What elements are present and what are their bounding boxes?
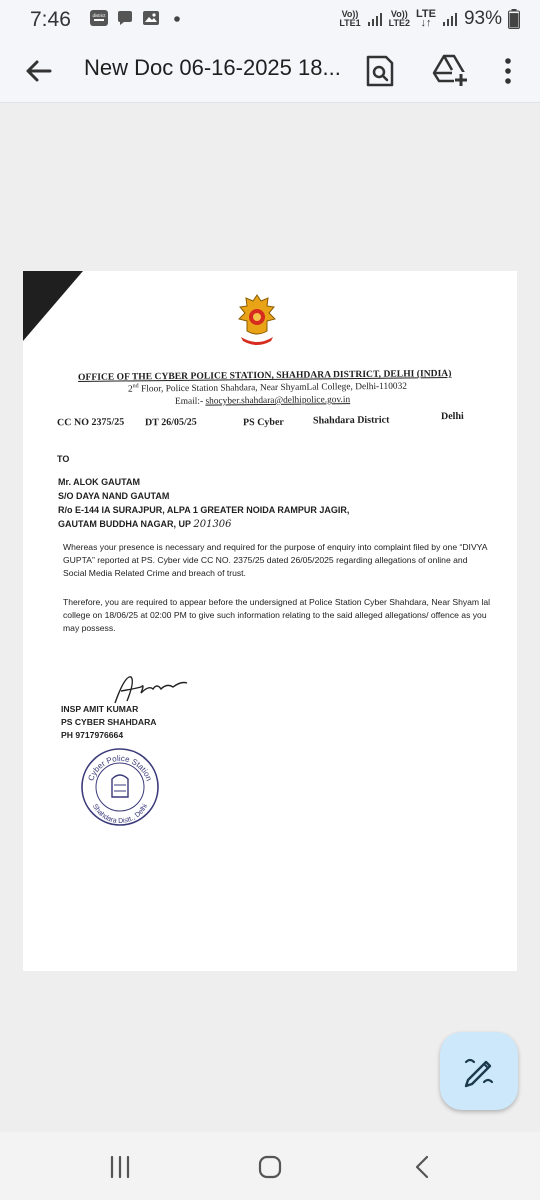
recent-apps-icon[interactable] [105, 1152, 135, 1182]
cc-number: CC NO 2375/25 [56, 416, 125, 429]
document-search-icon[interactable] [364, 54, 396, 88]
system-status [339, 8, 520, 30]
image-icon [142, 9, 160, 27]
district-badge-text: district [92, 13, 106, 18]
paragraph-enquiry: Whereas your presence is necessary and required for the purpose of enquiry into complaint filed by one “DIVYA GUPTA” reported at PS. Cyber vide CC NO. 2375/25 dated 26/05/2025 regarding allegations of online and Social Media Related Crime and breach of trust. [63, 542, 488, 578]
handwritten-pin: 201306 [193, 519, 232, 530]
district-app-icon [90, 9, 108, 27]
battery-icon [508, 9, 520, 29]
stamp-top-text: Cyber Police Station [86, 753, 154, 783]
more-vertical-icon[interactable] [498, 54, 518, 88]
sim1-indicator: Vo)) LTE1 [339, 9, 361, 28]
drive-add-icon[interactable] [432, 52, 468, 88]
police-station: PS Cyber [242, 416, 284, 429]
notification-icons [90, 9, 186, 27]
battery-percent: 93% [463, 8, 502, 29]
office-heading: OFFICE OF THE CYBER POLICE STATION, SHAHDARA DISTRICT, DELHI (INDIA) [77, 368, 452, 383]
sim2-indicator: Vo)) LTE2 [388, 9, 410, 28]
signatory-block: INSP AMIT KUMAR PS CYBER SHAHDARA PH 9717976664 [61, 704, 157, 740]
city-name: Delhi [440, 410, 464, 423]
status-bar [0, 0, 540, 38]
clock: 7:46 [30, 8, 71, 31]
edit-fab-button[interactable] [440, 1032, 518, 1110]
document-page [23, 271, 517, 971]
stamp-bottom-text: Shahdara Distt., Delhi [90, 803, 150, 826]
handwritten-signature [111, 671, 191, 707]
delhi-police-emblem [233, 293, 281, 349]
dot-icon [168, 9, 186, 27]
lte-indicator: LTE ↓↑ [416, 8, 436, 29]
scan-shadow-corner [23, 271, 93, 341]
office-address: 2nd Floor, Police Station Shahdara, Near ShyamLal College, Delhi-110032 [127, 381, 407, 395]
police-station-stamp [78, 745, 162, 829]
cc-date: DT 26/05/25 [144, 416, 197, 429]
edit-pen-icon [440, 1032, 518, 1110]
document-title: New Doc 06-16-2025 18... [84, 55, 341, 80]
district-name: Shahdara District [312, 414, 390, 427]
back-icon[interactable] [408, 1152, 438, 1182]
signal-icon-1 [367, 11, 383, 27]
paragraph-appearance: Therefore, you are required to appear before the undersigned at Police Station Cyber Shahdara, Near Shyam lal college on 18/06/25 at 02:00 PM to give such information relating to the said alleged allegations/ offence as you may possess. [63, 597, 491, 633]
office-email: Email:- shocyber.shahdara@delhipolice.gov.in [174, 395, 351, 407]
chat-bubble-icon [116, 9, 134, 27]
signal-icon-2 [442, 11, 458, 27]
addressee-block: Mr. ALOK GAUTAM S/O DAYA NAND GAUTAM R/o E-144 IA SURAJPUR, ALPA 1 GREATER NOIDA RAMPUR JAGIR, GAUTAM BUDDHA NAGAR, UP 201306 [58, 477, 350, 530]
back-arrow-icon[interactable] [22, 54, 56, 88]
app-bar [0, 38, 540, 103]
to-label: TO [57, 454, 70, 464]
navigation-bar [0, 1132, 540, 1200]
home-icon[interactable] [255, 1152, 285, 1182]
